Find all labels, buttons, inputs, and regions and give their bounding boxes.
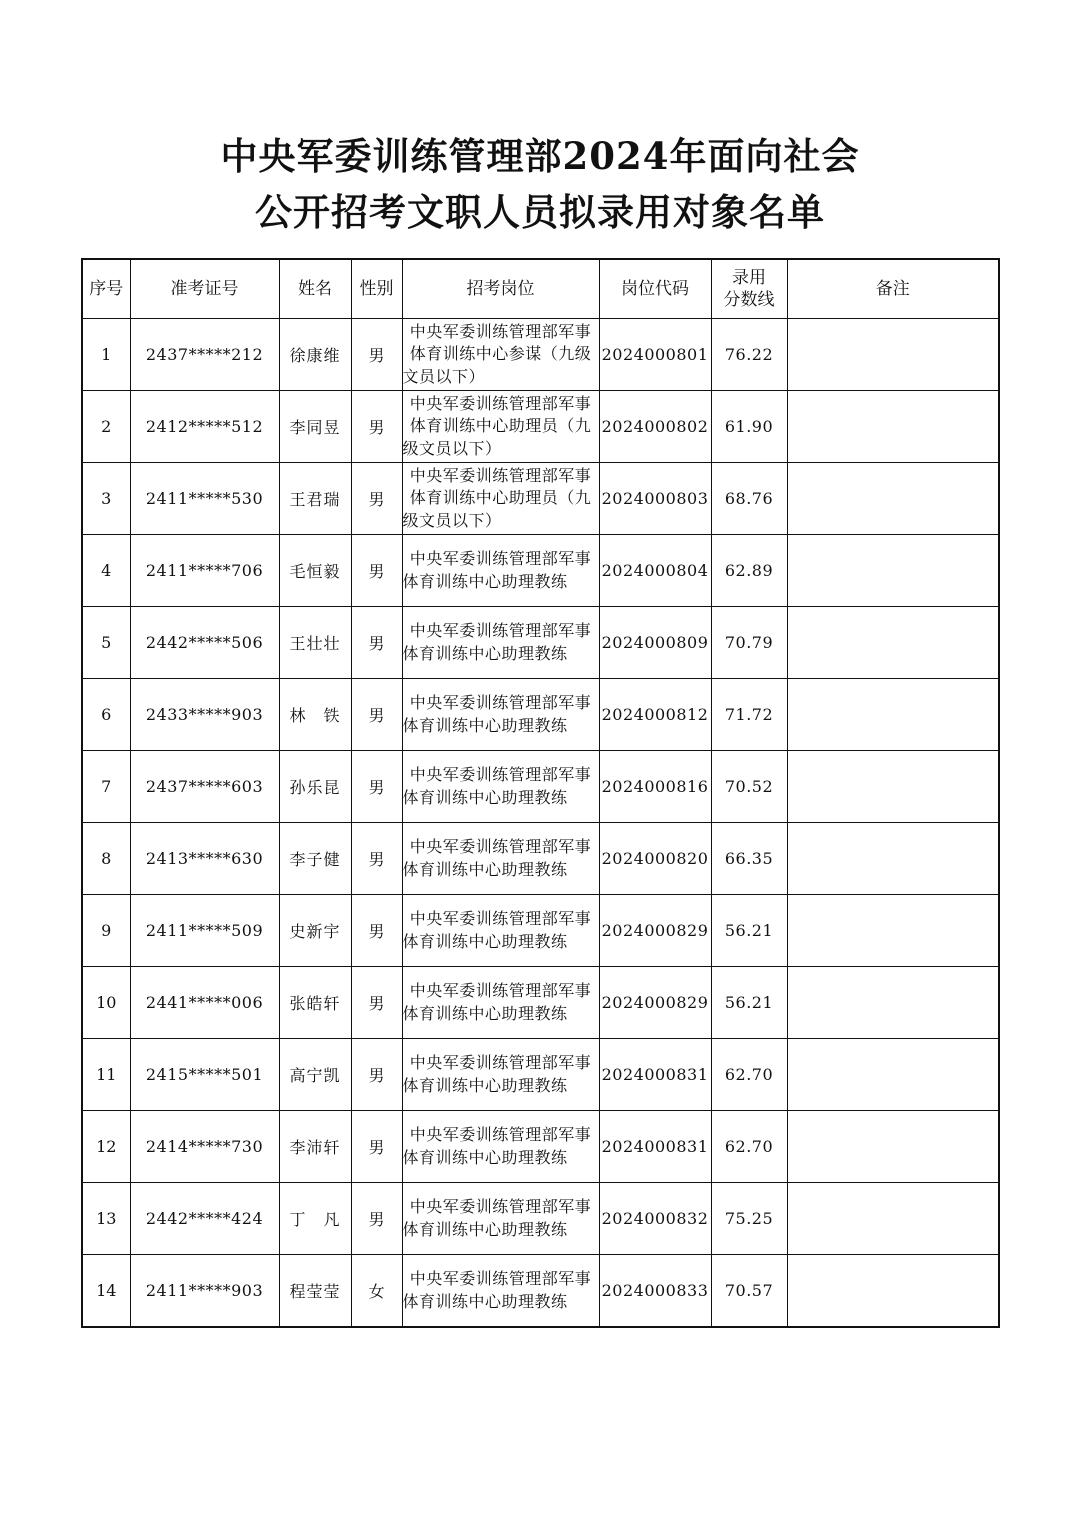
cell-score: 76.22 (711, 319, 787, 391)
cell-score: 66.35 (711, 823, 787, 895)
cell-remark (787, 1111, 999, 1183)
cell-exam-no: 2442*****506 (130, 607, 279, 679)
cell-position: 中央军委训练管理部军事体育训练中心助理教练 (402, 535, 599, 607)
table-row (82, 607, 999, 679)
cell-exam-no: 2414*****730 (130, 1111, 279, 1183)
cell-remark (787, 391, 999, 463)
cell-remark (787, 679, 999, 751)
cell-gender: 男 (351, 679, 402, 751)
cell-remark (787, 607, 999, 679)
cell-position-code: 2024000804 (599, 535, 711, 607)
cell-exam-no: 2433*****903 (130, 679, 279, 751)
title-line-2: 公开招考文职人员拟录用对象名单 (255, 190, 825, 234)
cell-score: 56.21 (711, 967, 787, 1039)
header-name: 姓名 (279, 259, 351, 319)
cell-seq: 13 (82, 1183, 130, 1255)
cell-position-code: 2024000816 (599, 751, 711, 823)
cell-seq: 10 (82, 967, 130, 1039)
cell-seq: 4 (82, 535, 130, 607)
cell-score: 56.21 (711, 895, 787, 967)
table-row (82, 391, 999, 463)
cell-name: 张皓轩 (279, 967, 351, 1039)
cell-seq: 8 (82, 823, 130, 895)
cell-gender: 男 (351, 535, 402, 607)
cell-name: 高宁凯 (279, 1039, 351, 1111)
header-score (711, 259, 787, 319)
header-score-line-1: 录用 (732, 268, 766, 288)
table-row (82, 895, 999, 967)
cell-gender: 男 (351, 607, 402, 679)
cell-position-code: 2024000829 (599, 895, 711, 967)
cell-exam-no: 2415*****501 (130, 1039, 279, 1111)
table-body (82, 319, 999, 1328)
cell-score: 61.90 (711, 391, 787, 463)
cell-gender: 男 (351, 895, 402, 967)
cell-exam-no: 2411*****706 (130, 535, 279, 607)
cell-remark (787, 319, 999, 391)
cell-gender: 男 (351, 463, 402, 535)
cell-name: 林 铁 (279, 679, 351, 751)
cell-position-code: 2024000802 (599, 391, 711, 463)
cell-seq: 6 (82, 679, 130, 751)
cell-remark (787, 751, 999, 823)
cell-position-code: 2024000833 (599, 1255, 711, 1328)
cell-position-code: 2024000803 (599, 463, 711, 535)
cell-name: 丁 凡 (279, 1183, 351, 1255)
header-position: 招考岗位 (402, 259, 599, 319)
cell-remark (787, 463, 999, 535)
cell-position: 中央军委训练管理部军事体育训练中心参谋（九级文员以下） (402, 319, 599, 391)
header-exam-no: 准考证号 (130, 259, 279, 319)
cell-seq: 3 (82, 463, 130, 535)
cell-name: 王君瑞 (279, 463, 351, 535)
table-row (82, 463, 999, 535)
cell-exam-no: 2412*****512 (130, 391, 279, 463)
header-gender: 性别 (351, 259, 402, 319)
table-row (82, 535, 999, 607)
cell-seq: 7 (82, 751, 130, 823)
table-row (82, 967, 999, 1039)
cell-score: 62.70 (711, 1039, 787, 1111)
header-remark: 备注 (787, 259, 999, 319)
cell-remark (787, 1255, 999, 1328)
cell-position-code: 2024000829 (599, 967, 711, 1039)
cell-exam-no: 2411*****530 (130, 463, 279, 535)
cell-seq: 9 (82, 895, 130, 967)
roster-table (81, 258, 1000, 1328)
table-row (82, 319, 999, 391)
cell-position: 中央军委训练管理部军事体育训练中心助理员（九级文员以下） (402, 391, 599, 463)
cell-gender: 男 (351, 391, 402, 463)
table-row (82, 751, 999, 823)
cell-position: 中央军委训练管理部军事体育训练中心助理教练 (402, 751, 599, 823)
cell-seq: 12 (82, 1111, 130, 1183)
cell-score: 71.72 (711, 679, 787, 751)
cell-remark (787, 823, 999, 895)
cell-name: 毛恒毅 (279, 535, 351, 607)
cell-exam-no: 2437*****603 (130, 751, 279, 823)
header-seq: 序号 (82, 259, 130, 319)
table-row (82, 1183, 999, 1255)
cell-score: 75.25 (711, 1183, 787, 1255)
cell-seq: 5 (82, 607, 130, 679)
cell-position: 中央军委训练管理部军事体育训练中心助理教练 (402, 967, 599, 1039)
cell-position: 中央军委训练管理部军事体育训练中心助理教练 (402, 1111, 599, 1183)
cell-gender: 男 (351, 1183, 402, 1255)
cell-name: 史新宇 (279, 895, 351, 967)
cell-score: 62.70 (711, 1111, 787, 1183)
cell-position: 中央军委训练管理部军事体育训练中心助理教练 (402, 679, 599, 751)
cell-exam-no: 2442*****424 (130, 1183, 279, 1255)
header-row (82, 259, 999, 319)
cell-exam-no: 2441*****006 (130, 967, 279, 1039)
cell-name: 徐康维 (279, 319, 351, 391)
cell-gender: 男 (351, 1039, 402, 1111)
cell-name: 孙乐昆 (279, 751, 351, 823)
cell-seq: 14 (82, 1255, 130, 1328)
cell-score: 70.79 (711, 607, 787, 679)
cell-seq: 1 (82, 319, 130, 391)
cell-position: 中央军委训练管理部军事体育训练中心助理员（九级文员以下） (402, 463, 599, 535)
cell-name: 李同昱 (279, 391, 351, 463)
cell-exam-no: 2437*****212 (130, 319, 279, 391)
cell-position-code: 2024000809 (599, 607, 711, 679)
cell-name: 李沛轩 (279, 1111, 351, 1183)
cell-remark (787, 1183, 999, 1255)
cell-gender: 女 (351, 1255, 402, 1328)
cell-remark (787, 1039, 999, 1111)
title-line-1: 中央军委训练管理部2024年面向社会 (220, 134, 860, 178)
cell-name: 王壮壮 (279, 607, 351, 679)
cell-exam-no: 2413*****630 (130, 823, 279, 895)
cell-gender: 男 (351, 1111, 402, 1183)
cell-remark (787, 895, 999, 967)
cell-score: 68.76 (711, 463, 787, 535)
cell-gender: 男 (351, 319, 402, 391)
table-header (82, 259, 999, 319)
document-title (0, 128, 1080, 240)
cell-position: 中央军委训练管理部军事体育训练中心助理教练 (402, 1039, 599, 1111)
cell-gender: 男 (351, 967, 402, 1039)
cell-position-code: 2024000820 (599, 823, 711, 895)
cell-remark (787, 967, 999, 1039)
cell-exam-no: 2411*****903 (130, 1255, 279, 1328)
cell-position: 中央军委训练管理部军事体育训练中心助理教练 (402, 1183, 599, 1255)
cell-position: 中央军委训练管理部军事体育训练中心助理教练 (402, 895, 599, 967)
table-row (82, 823, 999, 895)
cell-gender: 男 (351, 751, 402, 823)
table-row (82, 1255, 999, 1328)
cell-position: 中央军委训练管理部军事体育训练中心助理教练 (402, 1255, 599, 1328)
header-score-line-2: 分数线 (723, 290, 775, 310)
cell-position-code: 2024000831 (599, 1039, 711, 1111)
cell-name: 李子健 (279, 823, 351, 895)
cell-position-code: 2024000801 (599, 319, 711, 391)
cell-position-code: 2024000831 (599, 1111, 711, 1183)
cell-name: 程莹莹 (279, 1255, 351, 1328)
cell-position: 中央军委训练管理部军事体育训练中心助理教练 (402, 607, 599, 679)
cell-seq: 11 (82, 1039, 130, 1111)
cell-remark (787, 535, 999, 607)
cell-position-code: 2024000812 (599, 679, 711, 751)
cell-gender: 男 (351, 823, 402, 895)
cell-score: 62.89 (711, 535, 787, 607)
cell-exam-no: 2411*****509 (130, 895, 279, 967)
cell-score: 70.57 (711, 1255, 787, 1328)
table-row (82, 1039, 999, 1111)
cell-score: 70.52 (711, 751, 787, 823)
table-row (82, 1111, 999, 1183)
cell-seq: 2 (82, 391, 130, 463)
table-row (82, 679, 999, 751)
header-code: 岗位代码 (599, 259, 711, 319)
cell-position: 中央军委训练管理部军事体育训练中心助理教练 (402, 823, 599, 895)
cell-position-code: 2024000832 (599, 1183, 711, 1255)
